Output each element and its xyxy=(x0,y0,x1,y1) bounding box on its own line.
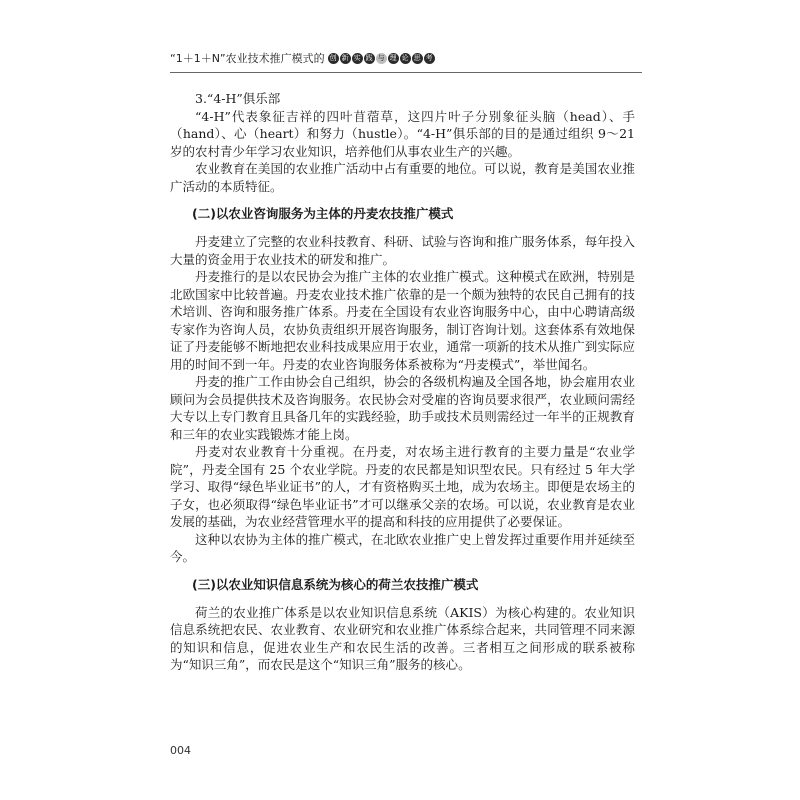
header-title: “1＋1＋N”农业技术推广模式的 xyxy=(170,52,325,65)
paragraph: 这种以农协为主体的推广模式，在北欧农业推广史上曾发挥过重要作用并延续至今。 xyxy=(170,531,635,564)
paragraph: 农业教育在美国的农业推广活动中占有重要的地位。可以说，教育是美国农业推广活动的本质特征。 xyxy=(170,161,635,194)
paragraph: “4-H”代表象征吉祥的四叶苜蓿草，这四片叶子分别象征头脑（head）、手（hand）、心（heart）和努力（hustle）。“4-H”俱乐部的目的是通过组织 9～21 岁的农村青少年学习农业知识，培养他们从事农业生产的兴趣。 xyxy=(170,108,635,159)
section-title: (三)以农业知识信息系统为核心的荷兰农技推广模式 xyxy=(192,576,479,592)
header-badge: 理 xyxy=(389,54,397,62)
paragraph: 丹麦的推广工作由协会自己组织，协会的各级机构遍及全国各地，协会雇用农业顾问为会员提供技术及咨询服务。农民协会对受雇的咨询员要求很严，农业顾问需经大专以上专门教育且具备几年的实践经验，助手或技术员则需经过一年半的正规教育和三年的农业实践锻炼才能上岗。 xyxy=(170,374,635,442)
header-badge: 创 xyxy=(329,54,337,62)
header-divider xyxy=(170,72,642,73)
subheading: 3.“4-H”俱乐部 xyxy=(195,91,281,106)
header-badge: 思 xyxy=(413,54,421,62)
paragraph: 丹麦建立了完整的农业科技教育、科研、试验与咨询和推广服务体系，每年投入大量的资金用于农业技术的研发和推广。 xyxy=(170,234,635,267)
header-badge: 与 xyxy=(377,54,385,62)
header-badge: 考 xyxy=(425,54,433,62)
header-badge: 实 xyxy=(353,54,361,62)
paragraph: 丹麦对农业教育十分重视。在丹麦，对农场主进行教育的主要力量是“农业学院”，丹麦全国有 25 个农业学院。丹麦的农民都是知识型农民。只有经过 5 年大学学习、取得“绿色毕业证书”的人，才有资格购买土地，成为农场主。即便是农场主的子女，也必须取得“绿色毕业证书”才可以继承父亲的农场。可以说，农业教育是农业发展的基础，为农业经营管理水平的提高和科技的应用提供了必要保证。 xyxy=(170,444,635,529)
header-badge: 践 xyxy=(365,54,373,62)
paragraph: 荷兰的农业推广体系是以农业知识信息系统（AKIS）为核心构建的。农业知识信息系统把农民、农业教育、农业研究和农业推广体系综合起来，共同管理不同来源的知识和信息，促进农业生产和农民生活的改善。三者相互之间形成的联系被称为“知识三角”，而农民是这个“知识三角”服务的核心。 xyxy=(170,604,635,672)
page-body xyxy=(170,90,635,674)
running-header xyxy=(170,50,435,66)
paragraph: 丹麦推行的是以农民协会为推广主体的农业推广模式。这种模式在欧洲，特别是北欧国家中比较普遍。丹麦农业技术推广依靠的是一个颇为独特的农民自己拥有的技术培训、咨询和服务推广体系。丹麦在全国设有农业咨询服务中心，由中心聘请高级专家作为咨询人员，农协负责组织开展咨询服务，制订咨询计划。这套体系有效地保证了丹麦能够不断地把农业科技成果应用于农业，通常一项新的技术从推广到实际应用的时间不到一年。丹麦的农业咨询服务体系被称为“丹麦模式”，举世闻名。 xyxy=(170,269,635,372)
page-number: 004 xyxy=(170,744,191,757)
header-badge: 论 xyxy=(401,54,409,62)
book-page xyxy=(160,32,642,784)
section-title: (二)以农业咨询服务为主体的丹麦农技推广模式 xyxy=(192,206,454,221)
header-badge: 新 xyxy=(341,54,349,62)
